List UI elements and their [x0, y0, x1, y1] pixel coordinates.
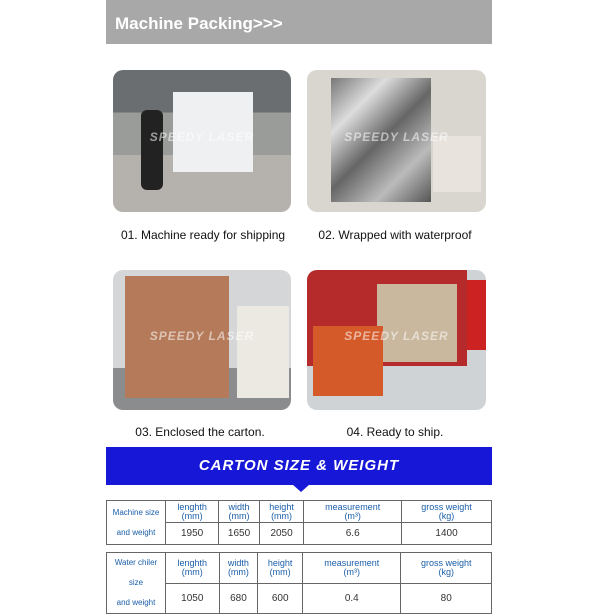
cell: 1650 [219, 523, 260, 545]
col-header: width (mm) [219, 553, 258, 584]
watermark: SPEEDY LASER [344, 328, 449, 343]
col-header: measurement (m³) [303, 553, 401, 584]
cell: 0.4 [303, 583, 401, 614]
col-header: height (mm) [258, 553, 303, 584]
cell: 1050 [166, 583, 220, 614]
photo-ready-to-ship [307, 270, 486, 410]
cell: 1400 [402, 523, 492, 545]
photo-machine-ready [113, 70, 291, 212]
cell: 680 [219, 583, 258, 614]
caption: 04. Ready to ship. [346, 425, 444, 439]
col-header: measurement (m³) [304, 501, 402, 523]
watermark: SPEEDY LASER [149, 129, 255, 144]
cell: 600 [258, 583, 303, 614]
caption: 01. Machine ready for shipping [120, 228, 286, 242]
caption: 02. Wrapped with waterproof [318, 228, 472, 242]
water-chiller-table [106, 552, 492, 614]
col-header: lenghth (mm) [166, 501, 219, 523]
carton-banner: CARTON SIZE & WEIGHT [106, 447, 492, 485]
caption: 03. Enclosed the carton. [135, 425, 265, 439]
watermark: SPEEDY LASER [149, 328, 255, 343]
photo-enclosed-carton [113, 270, 291, 410]
photo-wrapped [307, 70, 486, 212]
row-label: Machine size and weight [107, 501, 166, 545]
machine-size-table [106, 500, 492, 545]
col-header: lenghth (mm) [166, 553, 220, 584]
col-header: gross weight (kg) [401, 553, 492, 584]
section-header: Machine Packing>>> [106, 0, 492, 44]
col-header: height (mm) [259, 501, 304, 523]
cell: 80 [401, 583, 492, 614]
watermark: SPEEDY LASER [344, 129, 449, 144]
row-label: Water chiler size and weight [107, 553, 166, 614]
cell: 2050 [259, 523, 304, 545]
cell: 6.6 [304, 523, 402, 545]
col-header: gross weight (kg) [402, 501, 492, 523]
cell: 1950 [166, 523, 219, 545]
col-header: width (mm) [219, 501, 260, 523]
